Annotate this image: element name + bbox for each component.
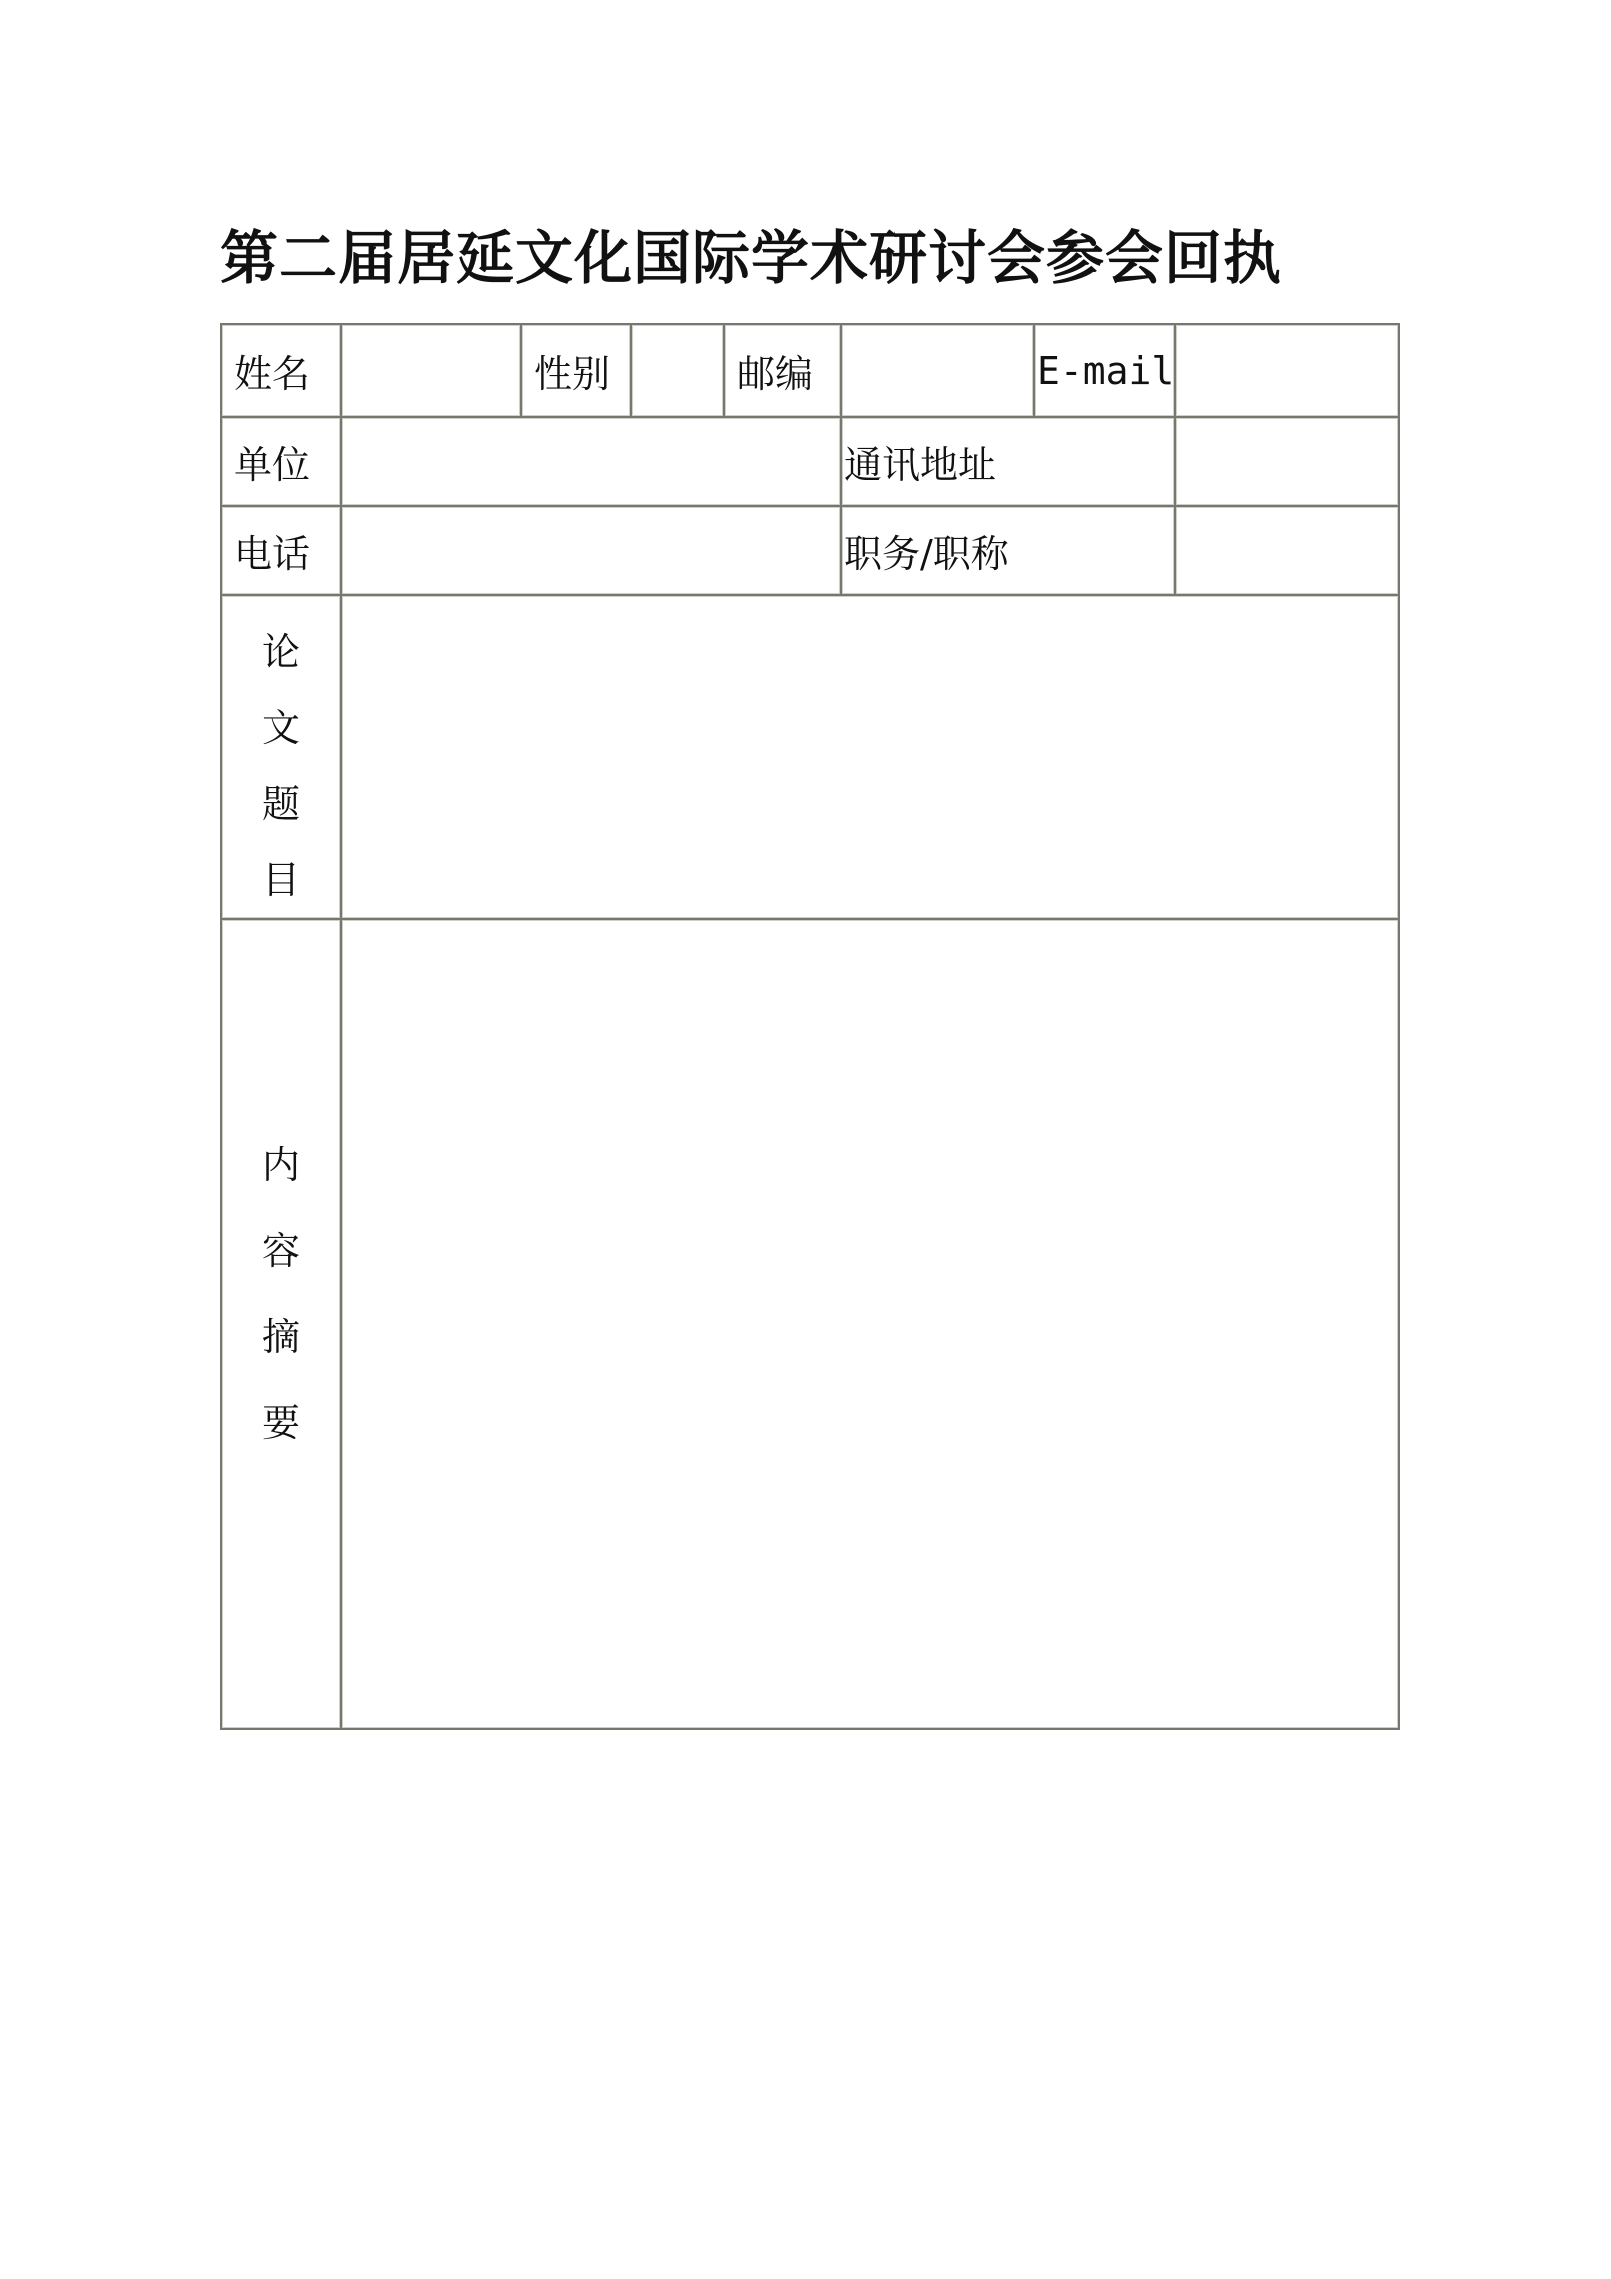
- email-field[interactable]: [1175, 324, 1399, 417]
- topic-label-char: 文: [261, 706, 300, 750]
- topic-label: [221, 595, 341, 919]
- unit-field[interactable]: [341, 417, 841, 506]
- unit-label: 单位: [221, 417, 341, 506]
- gender-field[interactable]: [631, 324, 724, 417]
- position-label: 职务/职称: [841, 506, 1175, 595]
- topic-label-char: 论: [261, 630, 300, 674]
- page-title: 第二届居延文化国际学术研讨会参会回执: [220, 224, 1283, 292]
- topic-label-char: 题: [261, 782, 300, 826]
- abstract-label: [221, 919, 341, 1729]
- abstract-label-char: 摘: [261, 1315, 300, 1359]
- phone-label: 电话: [221, 506, 341, 595]
- abstract-label-char: 要: [261, 1401, 300, 1445]
- topic-field[interactable]: [341, 595, 1399, 919]
- address-field[interactable]: [1175, 417, 1399, 506]
- abstract-label-char: 容: [261, 1229, 300, 1273]
- topic-label-char: 目: [261, 858, 300, 902]
- gender-label: 性别: [521, 324, 631, 417]
- reply-form-table: [220, 323, 1400, 1730]
- abstract-label-char: 内: [261, 1143, 300, 1187]
- email-label: E-mail: [1034, 324, 1175, 417]
- abstract-field[interactable]: [341, 919, 1399, 1729]
- phone-field[interactable]: [341, 506, 841, 595]
- position-field[interactable]: [1175, 506, 1399, 595]
- postcode-field[interactable]: [841, 324, 1034, 417]
- name-label: 姓名: [221, 324, 341, 417]
- address-label: 通讯地址: [841, 417, 1175, 506]
- name-field[interactable]: [341, 324, 521, 417]
- postcode-label: 邮编: [724, 324, 841, 417]
